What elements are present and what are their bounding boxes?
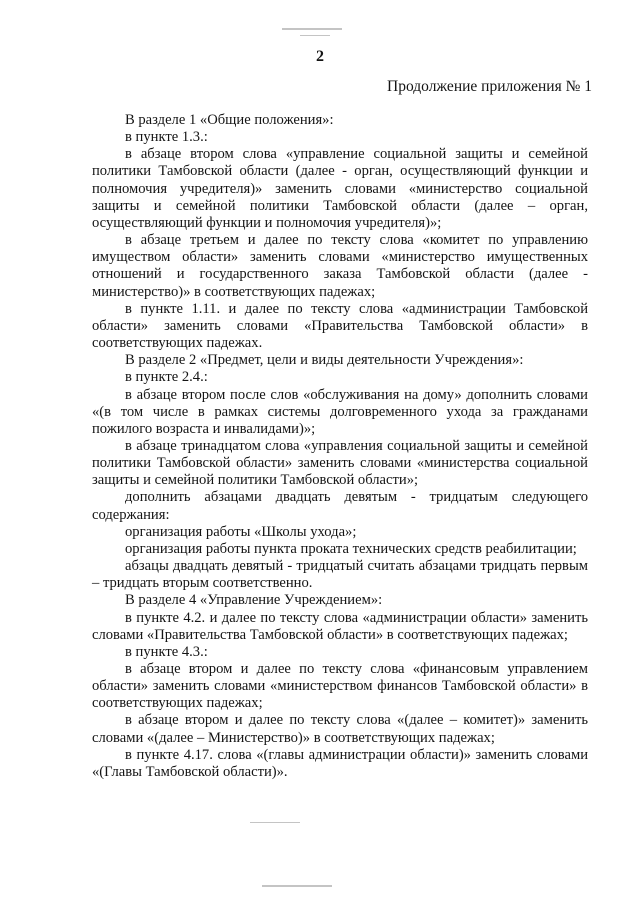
paragraph: дополнить абзацами двадцать девятым - тридцатым следующего содержания: — [92, 489, 588, 523]
paragraph: организация работы пункта проката технических средств реабилитации; — [125, 540, 577, 557]
paragraph: в абзаце втором после слов «обслуживания на дому» дополнить словами «(в том числе в рамках системы долговременного ухода за гражданами пожилого возраста и инвалидами)»; — [92, 386, 588, 437]
scan-artifact-middle — [250, 822, 300, 823]
paragraph: в абзаце втором слова «управление социальной защиты и семейной политики Тамбовской области (далее - орган, осуществляющий функции и полномочия учредителя)» заменить словами «министерство социальной защиты и семейной политики Тамбовской области (далее – орган, осуществляющий функции и полномочия учредителя)»; — [92, 146, 588, 231]
paragraph: в абзаце третьем и далее по тексту слова «комитет по управлению имуществом области» заменить словами «министерство имущественных отношений и государственного заказа Тамбовской области (далее - министерство)» в соответствующих падежах; — [92, 232, 588, 300]
paragraph: в пункте 4.17. слова «(главы администрации области)» заменить словами «(Главы Тамбовской области)». — [92, 746, 588, 780]
continuation-header: Продолжение приложения № 1 — [387, 78, 592, 95]
page-number: 2 — [316, 48, 324, 65]
paragraph: организация работы «Школы ухода»; — [125, 523, 357, 540]
paragraph: в абзаце втором и далее по тексту слова «(далее – комитет)» заменить словами «(далее – Министерство)» в соответствующих падежах; — [92, 712, 588, 746]
paragraph-section-1-heading: В разделе 1 «Общие положения»: — [125, 112, 334, 128]
scan-artifact-top — [282, 28, 342, 30]
paragraph-point-4-3: в пункте 4.3.: — [125, 643, 208, 660]
paragraph-point-2-4: в пункте 2.4.: — [125, 369, 208, 386]
paragraph-section-4-heading: В разделе 4 «Управление Учреждением»: — [125, 592, 383, 609]
paragraph: в абзаце тринадцатом слова «управления социальной защиты и семейной политики Тамбовской области» заменить словами «министерства социальной защиты и семейной политики Тамбовской области»; — [92, 437, 588, 489]
scan-artifact-top-small — [300, 35, 330, 36]
document-body — [92, 112, 588, 781]
paragraph-section-2-heading: В разделе 2 «Предмет, цели и виды деятельности Учреждения»: — [125, 352, 524, 369]
paragraph: абзацы двадцать девятый - тридцатый считать абзацами тридцать первым – тридцать вторым соответственно. — [92, 558, 588, 592]
paragraph: в пункте 4.2. и далее по тексту слова «администрации области» заменить словами «Правительства Тамбовской области» в соответствующих падежах; — [92, 609, 588, 643]
scan-artifact-bottom — [262, 885, 332, 887]
paragraph: в абзаце втором и далее по тексту слова «финансовым управлением области» заменить словами «министерством финансов Тамбовской области» в соответствующих падежах; — [92, 661, 588, 712]
paragraph: в пункте 1.11. и далее по тексту слова «администрации Тамбовской области» заменить словами «Правительства Тамбовской области» в соответствующих падежах. — [92, 300, 588, 352]
paragraph-point-1-3: в пункте 1.3.: — [125, 129, 208, 146]
